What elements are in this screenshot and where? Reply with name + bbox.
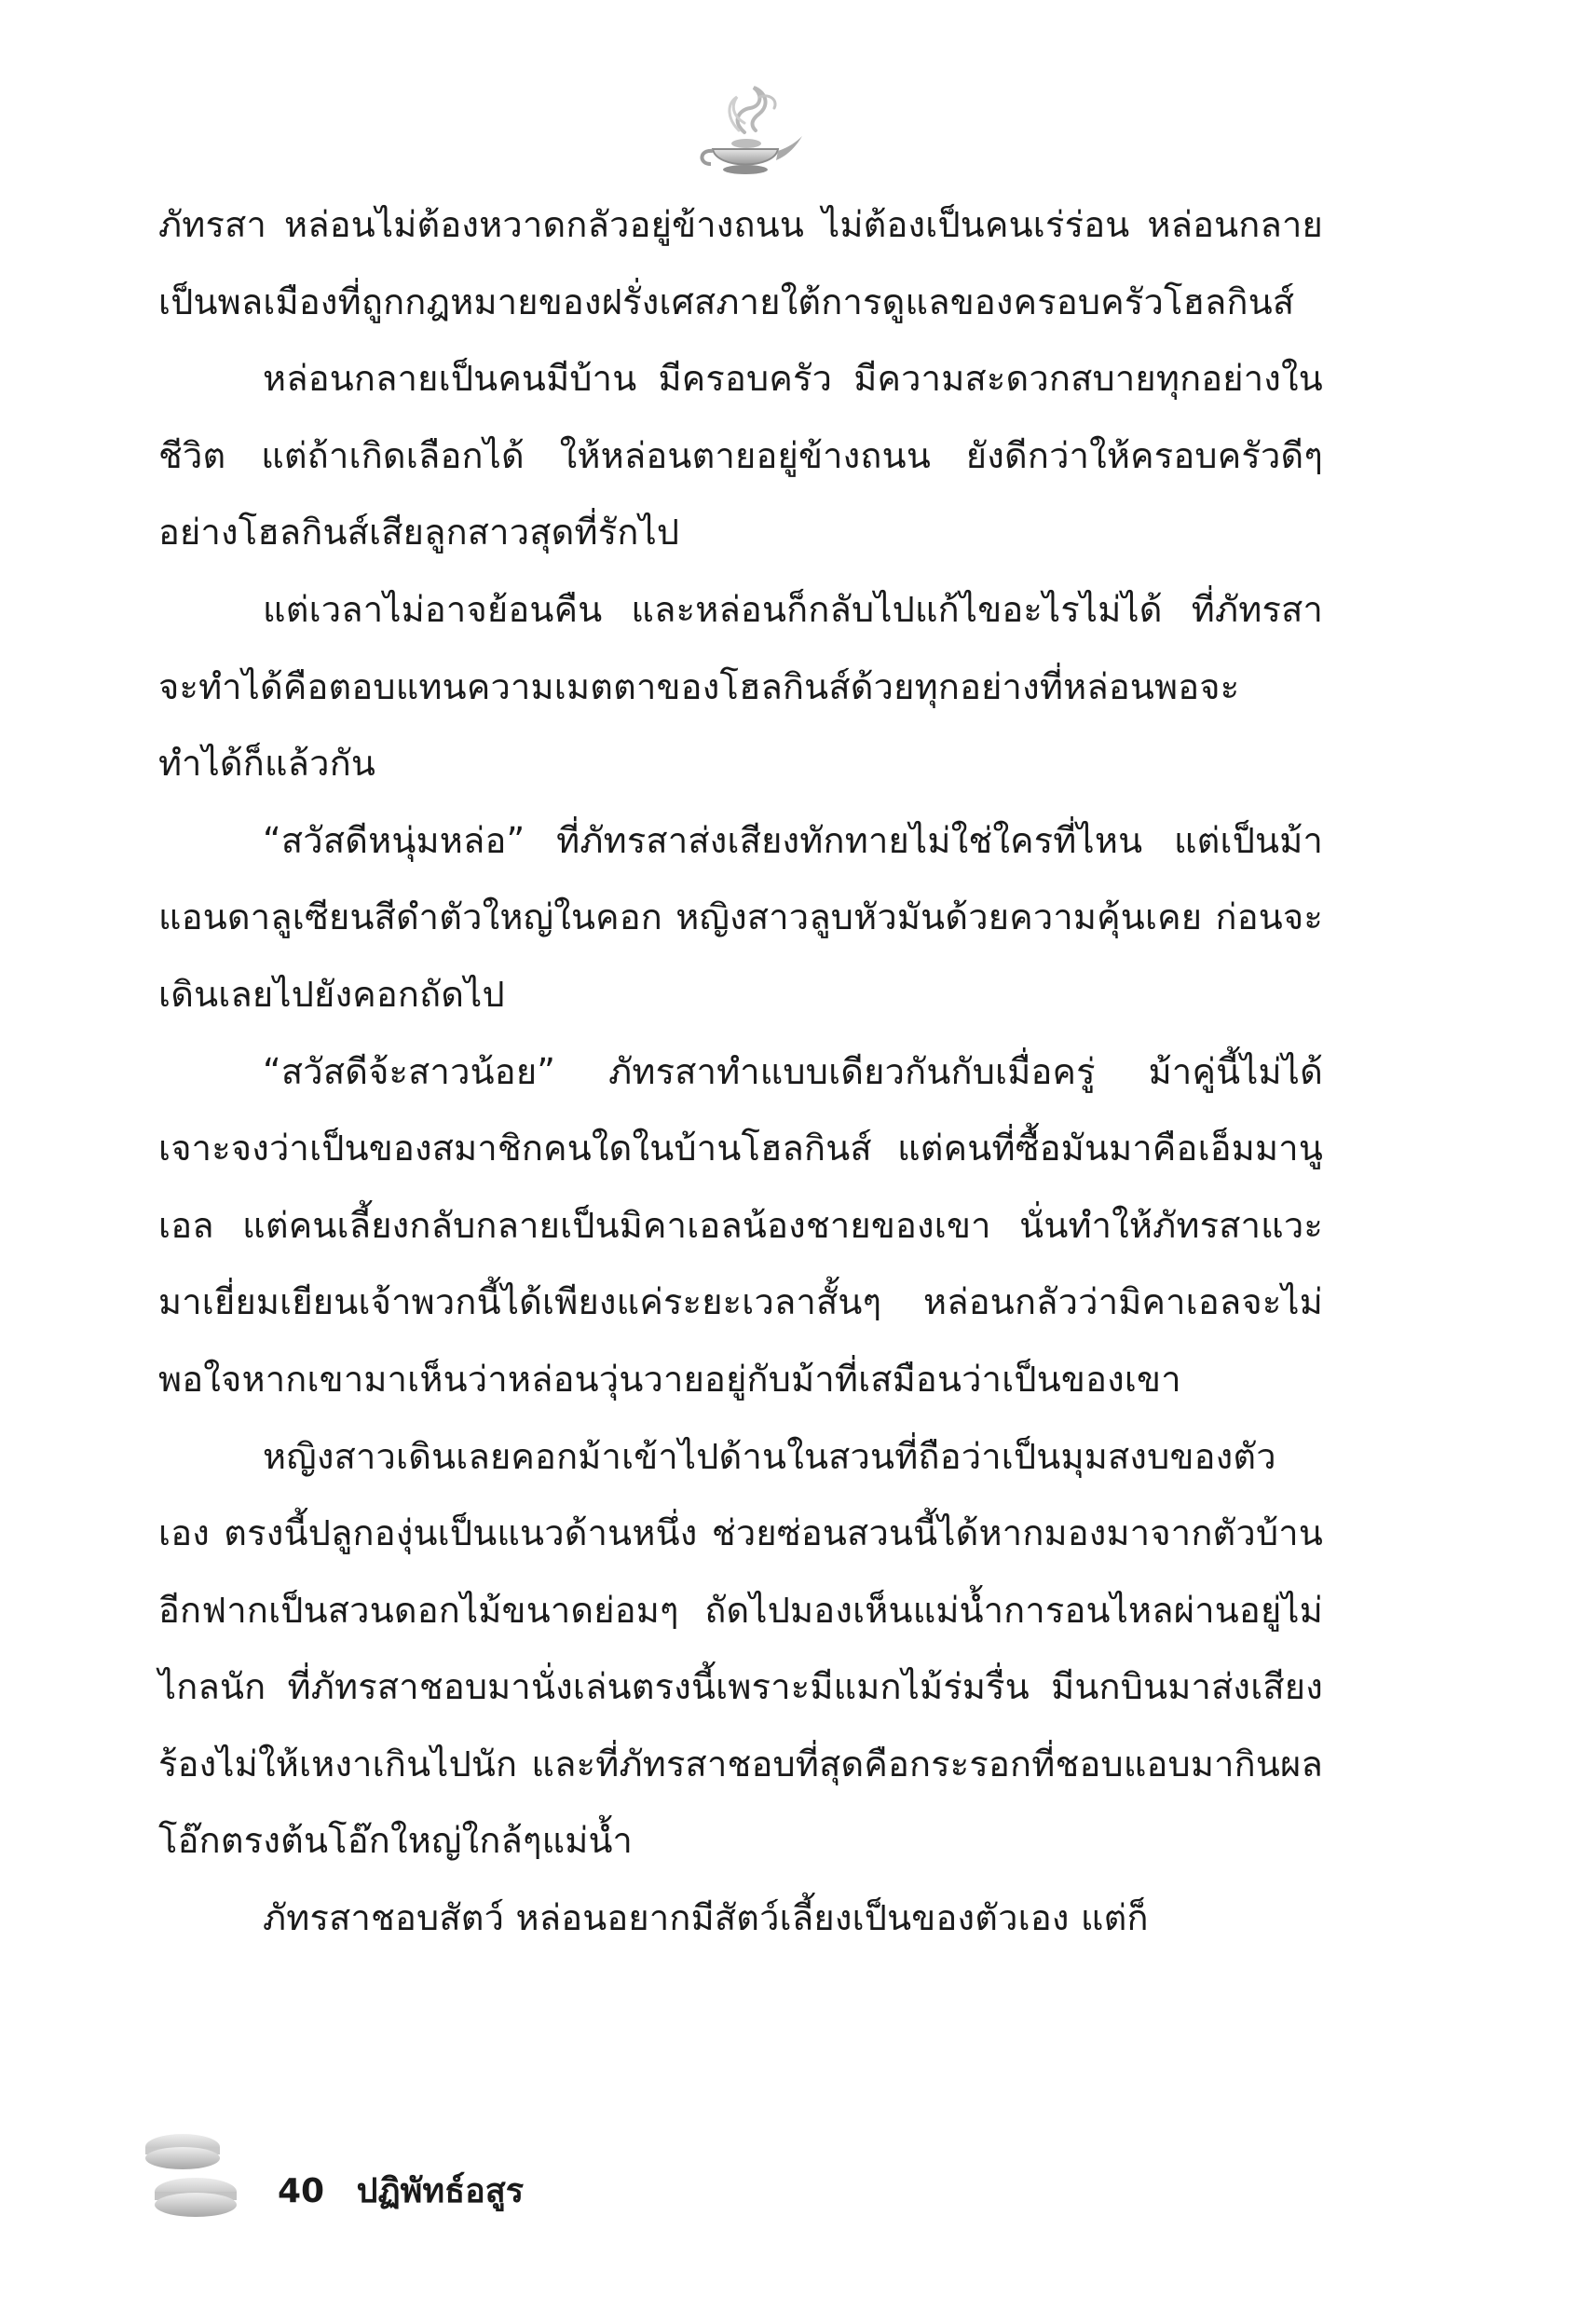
lamp-icon bbox=[685, 76, 806, 188]
paragraph: แต่เวลาไม่อาจย้อนคืน และหล่อนก็กลับไปแก้ไขอะไรไม่ได้ ที่ภัทรสาจะทำได้คือตอบแทนความเมตตาของโฮลกินส์ด้วยทุกอย่างที่หล่อนพอจะทำได้ก็แล้วกัน bbox=[158, 588, 1323, 785]
page-footer bbox=[138, 2126, 697, 2229]
footer-label bbox=[278, 2164, 524, 2217]
footer-macaron-ornament bbox=[138, 2126, 250, 2229]
paragraph: ภัทรสา หล่อนไม่ต้องหวาดกลัวอยู่ข้างถนน ไม่ต้องเป็นคนเร่ร่อน หล่อนกลายเป็นพลเมืองที่ถูกกฎหมายของฝรั่งเศสภายใต้การดูแลของครอบครัวโฮลกินส์ bbox=[158, 204, 1323, 322]
paragraph: ภัทรสาชอบสัตว์ หล่อนอยากมีสัตว์เลี้ยงเป็นของตัวเอง แต่ก็ bbox=[263, 1897, 1149, 1939]
paragraph: “สวัสดีหนุ่มหล่อ” ที่ภัทรสาส่งเสียงทักทายไม่ใช่ใครที่ไหน แต่เป็นม้าแอนดาลูเซียนสีดำตัวใหญ่ในคอก หญิงสาวลูบหัวมันด้วยความคุ้นเคย ก่อนจะเดินเลยไปยังคอกถัดไป bbox=[158, 819, 1323, 1015]
header-lamp-ornament bbox=[685, 76, 806, 188]
paragraph: “สวัสดีจ้ะสาวน้อย” ภัทรสาทำแบบเดียวกันกับเมื่อครู่ ม้าคู่นี้ไม่ได้เจาะจงว่าเป็นของสมาชิกคนใดในบ้านโฮลกินส์ แต่คนที่ซื้อมันมาคือเอ็มมานูเอล แต่คนเลี้ยงกลับกลายเป็นมิคาเอลน้องชายของเขา นั่นทำให้ภัทรสาแวะมาเยี่ยมเยียนเจ้าพวกนี้ได้เพียงแค่ระยะเวลาสั้นๆ หล่อนกลัวว่ามิคาเอลจะไม่พอใจหากเขามาเห็นว่าหล่อนวุ่นวายอยู่กับม้าที่เสมือนว่าเป็นของเขา bbox=[158, 1050, 1323, 1400]
paragraph: หล่อนกลายเป็นคนมีบ้าน มีครอบครัว มีความสะดวกสบายทุกอย่างในชีวิต แต่ถ้าเกิดเลือกได้ ให้หล่อนตายอยู่ข้างถนน ยังดีกว่าให้ครอบครัวดีๆ อย่างโฮลกินส์เสียลูกสาวสุดที่รักไป bbox=[158, 358, 1323, 554]
paragraph: หญิงสาวเดินเลยคอกม้าเข้าไปด้านในสวนที่ถือว่าเป็นมุมสงบของตัวเอง ตรงนี้ปลูกองุ่นเป็นแนวด้านหนึ่ง ช่วยซ่อนสวนนี้ได้หากมองมาจากตัวบ้าน อีกฟากเป็นสวนดอกไม้ขนาดย่อมๆ ถัดไปมองเห็นแม่น้ำการอนไหลผ่านอยู่ไม่ไกลนัก ที่ภัทรสาชอบมานั่งเล่นตรงนี้เพราะมีแมกไม้ร่มรื่น มีนกบินมาส่งเสียงร้องไม่ให้เหงาเกินไปนัก และที่ภัทรสาชอบที่สุดคือกระรอกที่ชอบแอบมากินผลโอ๊กตรงต้นโอ๊กใหญ่ใกล้ๆแม่น้ำ bbox=[158, 1435, 1323, 1862]
book-title: ปฏิพัทธ์อสูร bbox=[356, 2172, 525, 2210]
page-body bbox=[158, 186, 1323, 1957]
page-number: 40 bbox=[278, 2172, 325, 2210]
macaron-icon bbox=[138, 2126, 250, 2229]
